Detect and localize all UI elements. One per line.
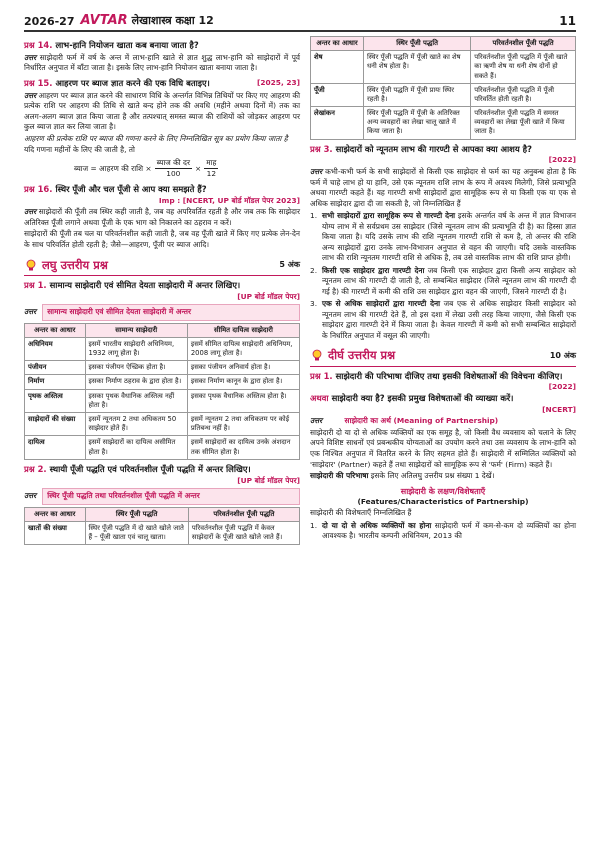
table-header: स्थिर पूँजी पद्धति: [364, 37, 471, 51]
table-cell: परिवर्तनशील पूँजी पद्धति में केवल साझेदारों के पूँजी खाते खोले जाते हैं।: [188, 521, 299, 544]
formula-note-2: यदि गणना महीनों के लिए की जाती है, तो: [24, 145, 135, 155]
meaning-title: साझेदारी का अर्थ (Meaning of Partnership): [344, 416, 499, 426]
question-text: स्थायी पूँजी पद्धति एवं परिवर्तनशील पूँजी पद्धति में अन्तर लिखिए।: [49, 463, 251, 474]
table-cell: दायित्व: [25, 436, 86, 459]
question-label: प्रश्न 1.: [310, 370, 333, 381]
partnership-comparison-table: [24, 323, 300, 460]
answer-label: उत्तर: [24, 491, 37, 501]
table-title: स्थिर पूँजी पद्धति तथा परिवर्तनशील पूँजी पद्धति में अन्तर: [42, 488, 300, 505]
table-cell: पंजीयन: [25, 361, 86, 375]
table-cell: लेखांकन: [311, 107, 364, 140]
table-cell: अधिनियम: [25, 337, 86, 360]
features-title: साझेदारी के लक्षण/विशेषताएँ: [400, 486, 486, 496]
list-heading: सभी साझेदारों द्वारा सामूहिक रूप से गारण्टी देना: [322, 211, 456, 221]
lightbulb-icon: [310, 348, 324, 362]
definition-text: इसके लिए अतिलघु उत्तरीय प्रश्न संख्या 1 देखें।: [368, 471, 495, 481]
section-title: दीर्घ उत्तरीय प्रश्न: [328, 348, 396, 363]
question-tag: [2025, 23]: [257, 77, 300, 87]
table-row: [25, 389, 300, 412]
section-long-answer: [310, 347, 576, 366]
table-header: परिवर्तनशील पूँजी पद्धति: [188, 507, 299, 521]
lightbulb-icon: [24, 258, 38, 272]
list-number: 1.: [310, 520, 318, 530]
formula-note: आहरण की प्रत्येक राशि पर ब्याज की गणना करने के लिए निम्नलिखित सूत्र का प्रयोग किया जाता है: [24, 133, 288, 143]
question-14: [24, 40, 300, 52]
table-cell: साझेदारों की संख्या: [25, 412, 86, 435]
table-cell: इसमें सीमित दायित्व साझेदारी अधिनियम, 2008 लागू होता है।: [187, 337, 299, 360]
short-question-1: [24, 280, 300, 292]
question-label: प्रश्न 16.: [24, 184, 53, 194]
or-question: [310, 393, 576, 405]
meaning-text: साझेदारी दो या दो से अधिक व्यक्तियों का एक समूह है, जो किसी वैध व्यवसाय को चलाने के लिए अपने विशिष्ट साधनों एवं प्रबन्धकीय योग्यताओं का उपयोग करने तथा उस व्यवसाय के लाभ-हानि को एक निश्चित अनुपात में वितरित करने के लिए सहमत होते हैं। साझेदारी में सम्मिलित व्यक्तियों को 'साझेदार' (Partner) कहते हैं तथा साझेदारों को सामूहिक रूप से 'फर्म' (Firm) कहते हैं।: [310, 427, 576, 469]
question-tag: [2022]: [548, 155, 576, 165]
table-title: सामान्य साझेदारी एवं सीमित देयता साझेदारी में अन्तर: [42, 304, 300, 321]
question-text: साझेदारों को न्यूनतम लाभ की गारण्टी से आपका क्या आशय है?: [335, 143, 532, 154]
table-row: [25, 375, 300, 389]
fraction-denominator: 100: [166, 169, 181, 179]
answer-label: उत्तर: [310, 416, 323, 426]
list-item: [310, 211, 576, 264]
list-text: जब किसी एक साझेदार द्वारा किसी अन्य साझेदार को न्यूनतम लाभ की गारण्टी दी जाती है, तो सम्बन्धित साझेदार (जिसे न्यूनतम लाभ की गारण्टी दी गई है) की गारण्टी में कमी की राशि उस साझेदार द्वारा वहन की जाएगी, जिसने गारण्टी दी है।: [322, 265, 576, 296]
question-text: लाभ-हानि नियोजन खाता कब बनाया जाता है?: [55, 40, 199, 50]
list-heading: दो या दो से अधिक व्यक्तियों का होना: [322, 520, 432, 530]
fraction-numerator: ब्याज की दर: [155, 158, 192, 170]
table-header: अन्तर का आधार: [25, 507, 86, 521]
fraction-rate: [155, 158, 192, 180]
answer-label: उत्तर: [24, 307, 37, 317]
table-cell: इसका निर्माण कानून के द्वारा होता है।: [187, 375, 299, 389]
question-16: [24, 184, 300, 196]
table-cell: पृथक अस्तित्व: [25, 389, 86, 412]
table-header-row: [311, 37, 576, 51]
definition-line: [310, 471, 576, 482]
table-row: [25, 337, 300, 360]
left-column: [24, 36, 300, 547]
list-item: [310, 521, 576, 542]
capital-method-table-continued: [310, 36, 576, 140]
question-tag: [UP बोर्ड मॉडल पेपर]: [237, 291, 300, 301]
question-tag: [NCERT]: [542, 404, 576, 414]
short-question-3: [310, 144, 576, 156]
table-title-row: [24, 488, 300, 505]
fraction-denominator: 12: [206, 169, 217, 179]
table-header: सामान्य साझेदारी: [85, 323, 187, 337]
table-cell: पूँजी: [311, 83, 364, 106]
table-row: [25, 521, 300, 544]
question-text: स्थिर पूँजी और चल पूँजी से आप क्या समझते हैं?: [55, 184, 207, 194]
section-title: लघु उत्तरीय प्रश्न: [42, 257, 108, 272]
table-header: अन्तर का आधार: [25, 323, 86, 337]
table-row: [311, 51, 576, 84]
table-cell: इसका पृथक वैधानिक अस्तित्व होता है।: [187, 389, 299, 412]
table-cell: इसका पृथक वैधानिक अस्तित्व नहीं होता है।: [85, 389, 187, 412]
table-header: सीमित दायित्व साझेदारी: [187, 323, 299, 337]
list-text: इसके अन्तर्गत वर्ष के अन्त में ज्ञात विभाजन योग्य लाभ में से सर्वप्रथम उस साझेदार (जिसे न्यूनतम लाभ की प्रत्याभूति दी है) का हिस्सा ज्ञात किया जाता है। यदि उसके लाभ की राशि न्यूनतम गारण्टी राशि से कम है, तो अन्तर की राशि अन्य साझेदारों द्वारा उनके लाभ-विभाजन अनुपात से वहन की जाएगी। यदि उसके वास्तविक लाभ की राशि न्यूनतम गारण्टी राशि से अधिक है, तब उसे वास्तविक लाभ की राशि प्राप्त होगी।: [322, 211, 576, 263]
table-header-row: [25, 323, 300, 337]
question-label: प्रश्न 2.: [24, 463, 47, 474]
short-question-2: [24, 464, 300, 476]
question-tag: [UP बोर्ड मॉडल पेपर]: [237, 475, 300, 485]
answer-text-2: साझेदारों की पूँजी तब चल या परिवर्तनशील कही जाती है, जब वह पूँजी खाते में किए गए प्रत्येक लेन-देन के साथ परिवर्तित होती रहती है; जैसे—आहरण, पूँजी पर ब्याज आदि।: [24, 229, 300, 249]
question-label: प्रश्न 3.: [310, 143, 333, 154]
list-item: [310, 266, 576, 298]
table-cell: इसमें साझेदारों का दायित्व उनके अंशदान तक सीमित होता है।: [187, 436, 299, 459]
answer-label: उत्तर: [310, 166, 323, 176]
long-question-1: [310, 371, 576, 383]
page-number: 11: [559, 14, 576, 28]
or-text: साझेदारी क्या है? इसकी प्रमुख विशेषताओं की व्याख्या करें।: [331, 393, 514, 403]
header-divider: [24, 30, 576, 32]
answer-label: उत्तर: [24, 207, 37, 217]
table-cell: निर्माण: [25, 375, 86, 389]
table-cell: खातों की संख्या: [25, 521, 86, 544]
table-row: [25, 361, 300, 375]
table-cell: इसमें साझेदारों का दायित्व असीमित होता है।: [85, 436, 187, 459]
formula-lhs: ब्याज = आहरण की राशि ×: [74, 163, 152, 173]
fraction-numerator: माह: [204, 158, 218, 170]
list-item: [310, 299, 576, 341]
table-title-row: [24, 304, 300, 321]
table-row: [311, 107, 576, 140]
question-label: प्रश्न 15.: [24, 77, 53, 88]
section-short-answer: [24, 257, 300, 276]
answer-label: उत्तर: [24, 90, 37, 100]
answer-text: कभी-कभी फर्म के सभी साझेदारों से किसी एक साझेदार से फर्म का यह अनुबन्ध होता है कि फर्म में चाहे लाभ हो या हानि, उसे एक न्यूनतम राशि लाभ के रूप में अवश्य मिलेगी, जिसे प्रत्याभूति अथवा गारण्टी कहते हैं। यह गारण्टी सभी साझेदारों द्वारा सामूहिक रूप से या किसी एक या एक से अधिक साझेदार द्वारा दी जा सकती है, जो निम्नलिखित हैं: [310, 166, 576, 208]
header-subject: लेखाशास्त्र कक्षा 12: [131, 14, 214, 27]
list-text: साझेदारी फर्म में कम-से-कम दो व्यक्तियों का होना आवश्यक है। भारतीय कम्पनी अधिनियम, 2013 की: [322, 520, 577, 541]
or-label: अथवा: [310, 393, 329, 403]
table-cell: स्थिर पूँजी पद्धति में पूँजी के अतिरिक्त अन्य व्यवहारों का लेखा चालू खाते में किया जाता है।: [364, 107, 471, 140]
right-column: [310, 36, 576, 544]
question-15: [24, 78, 300, 90]
table-row: [311, 83, 576, 106]
question-text: आहरण पर ब्याज ज्ञात करने की एक विधि बताइए।: [55, 77, 210, 88]
question-label: प्रश्न 14.: [24, 40, 53, 50]
table-cell: परिवर्तनशील पूँजी पद्धति में समस्त व्यवहारों का लेखा पूँजी खाते में किया जाता है।: [471, 107, 576, 140]
table-cell: इसमें भारतीय साझेदारी अधिनियम, 1932 लागू होता है।: [85, 337, 187, 360]
table-cell: स्थिर पूँजी पद्धति में पूँजी खाते का शेष धनी शेष होता है।: [364, 51, 471, 84]
features-intro: साझेदारी की विशेषताएँ निम्नलिखित हैं: [310, 508, 412, 518]
features-subtitle: (Features/Characteristics of Partnership): [357, 496, 529, 506]
question-label: प्रश्न 1.: [24, 279, 47, 290]
list-number: 2.: [310, 265, 318, 275]
table-cell: स्थिर पूँजी पद्धति में पूँजी प्रायः स्थिर रहती है।: [364, 83, 471, 106]
list-heading: एक से अधिक साझेदारों द्वारा गारण्टी देना: [322, 299, 441, 309]
table-header: स्थिर पूँजी पद्धति: [85, 507, 188, 521]
definition-heading: साझेदारी की परिभाषा: [310, 471, 369, 481]
capital-method-table: [24, 507, 300, 546]
section-marks: 10 अंक: [549, 350, 576, 360]
answer-14: [24, 53, 300, 74]
table-cell: इसमें न्यूनतम 2 तथा अधिकतम 50 साझेदार होते हैं।: [85, 412, 187, 435]
table-cell: शेष: [311, 51, 364, 84]
list-number: 3.: [310, 299, 318, 309]
table-cell: स्थिर पूँजी पद्धति में दो खाते खोले जाते हैं – पूँजी खाता एवं चालू खाता।: [85, 521, 188, 544]
table-row: [25, 412, 300, 435]
answer-text: साझेदारों की पूँजी तब स्थिर कही जाती है, जब वह अपरिवर्तित रहती है और जब तक कि साझेदार अतिरिक्त पूँजी लगाने अथवा पूँजी के एक भाग को निकालने का ठहराव न करें।: [24, 207, 300, 227]
question-text: साझेदारी की परिभाषा दीजिए तथा इसकी विशेषताओं की विवेचना कीजिए।: [335, 370, 563, 381]
table-cell: इसका पंजीयन ऐच्छिक होता है।: [85, 361, 187, 375]
answer-text: साझेदारी फर्म में वर्ष के अन्त में लाभ-हानि खाते से ज्ञात शुद्ध लाभ-हानि को साझेदारों में पूर्व निर्धारित अनुपात में बाँटा जाता है। इसके लिए लाभ-हानि नियोजन खाता बनाया जाता है।: [24, 52, 300, 73]
table-cell: इसका पंजीयन अनिवार्य होता है।: [187, 361, 299, 375]
header-year: 2026-27: [24, 15, 75, 28]
meaning-heading: [310, 416, 576, 427]
answer-15: [24, 91, 300, 133]
table-cell: इसका निर्माण ठहराव के द्वारा होता है।: [85, 375, 187, 389]
header-logo: AVTAR: [80, 13, 128, 28]
fraction-months: [204, 158, 218, 180]
answer-16: [24, 207, 300, 228]
answer-label: उत्तर: [24, 52, 37, 62]
table-cell: परिवर्तनशील पूँजी पद्धति में पूँजी खाते का ऋणी शेष या धनी शेष दोनों हो सकते हैं।: [471, 51, 576, 84]
formula-times: ×: [195, 163, 202, 173]
list-text: जब एक से अधिक साझेदार किसी साझेदार को न्यूनतम लाभ की गारण्टी देते हैं, तो इस दशा में लेखा उसी तरह किया जाएगा, जैसे किसी एक साझेदार द्वारा गारण्टी देने में किया जाता है। केवल गारण्टी में कमी को सभी सम्बन्धित साझेदारों के निर्धारित अनुपात में वसूल की जाएगी।: [322, 299, 576, 340]
answer-3: [310, 167, 576, 209]
table-cell: परिवर्तनशील पूँजी पद्धति में पूँजी परिवर्तित होती रहती है।: [471, 83, 576, 106]
answer-text: आहरण पर ब्याज ज्ञात करने की साधारण विधि के अन्तर्गत विभिन्न तिथियों पर किए गए आहरण की प्रत्येक राशि पर आहरण की तिथि से खाते बन्द होने तक की अवधि (महीने अथवा दिनों में) तक का अलग-अलग ब्याज ज्ञात किया जाता है और तत्पश्चात् समस्त ब्याज की राशियों को जोड़कर आहरण पर कुल ब्याज ज्ञात कर लिया जाता है।: [24, 90, 300, 132]
page-header: [24, 6, 576, 28]
table-header: अन्तर का आधार: [311, 37, 364, 51]
question-tag: [2022]: [548, 382, 576, 392]
table-header: परिवर्तनशील पूँजी पद्धति: [471, 37, 576, 51]
interest-formula: [74, 158, 300, 180]
table-row: [25, 436, 300, 459]
list-number: 1.: [310, 211, 318, 221]
table-cell: इसमें न्यूनतम 2 तथा अधिकतम पर कोई प्रतिबन्ध नहीं है।: [187, 412, 299, 435]
question-text: सामान्य साझेदारी एवं सीमित देयता साझेदारी में अन्तर लिखिए।: [49, 279, 241, 290]
list-heading: किसी एक साझेदार द्वारा गारण्टी देना: [322, 265, 425, 275]
table-header-row: [25, 507, 300, 521]
section-marks: 5 अंक: [279, 259, 300, 269]
important-tag: Imp : [NCERT, UP बोर्ड मॉडल पेपर 2023]: [158, 195, 300, 205]
